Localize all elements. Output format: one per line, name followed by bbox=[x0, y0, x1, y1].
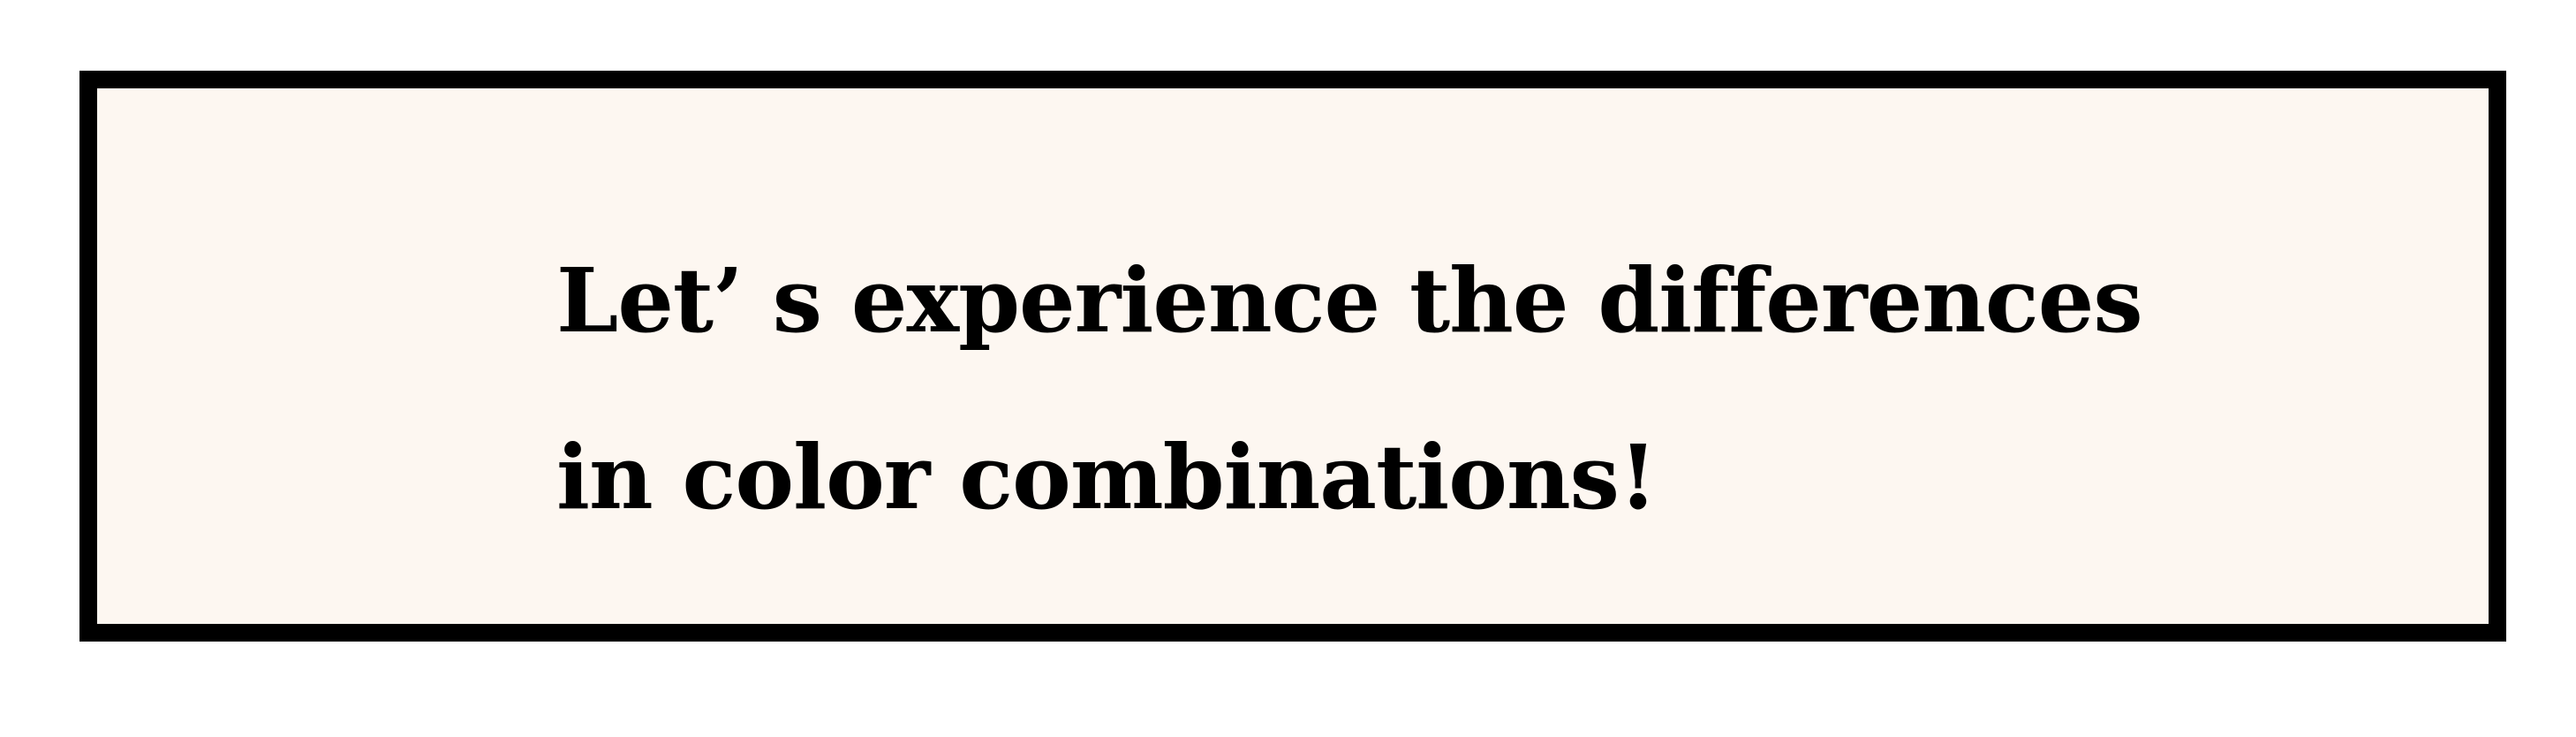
message-banner bbox=[79, 71, 2506, 642]
banner-line-2: in color combinations! bbox=[556, 425, 1657, 529]
banner-line-1: Let’ s experience the differences bbox=[556, 248, 2142, 353]
banner-message bbox=[556, 212, 2411, 566]
